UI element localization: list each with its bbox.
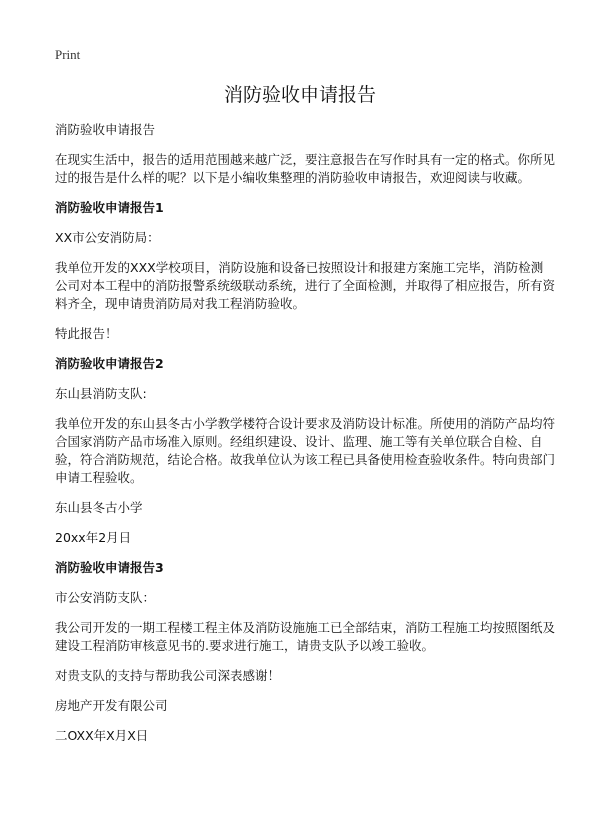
section-1-paragraph: XX市公安消防局： [55,230,160,245]
section-3-paragraph: 我公司开发的一期工程楼工程主体及消防设施施工已全部结束，消防工程施工均按照图纸及建设工程消防审核意见书的.要求进行施工，请贵支队予以竣工验收。 [55,620,556,653]
section-3-paragraph: 房地产开发有限公司 [55,698,168,713]
section-3-paragraph: 对贵支队的支持与帮助我公司深表感谢！ [55,668,281,683]
section-1-paragraph: 特此报告！ [55,326,118,341]
section-1-paragraph: 我单位开发的XXX学校项目，消防设施和设备已按照设计和报建方案施工完毕，消防检测公司对本工程中的消防报警系统级联动系统，进行了全面检测，并取得了相应报告，所有资料齐全，现申请贵消防局对我工程消防验收。 [55,260,556,311]
intro-paragraph: 在现实生活中，报告的适用范围越来越广泛，要注意报告在写作时具有一定的格式。你所见过的报告是什么样的呢？以下是小编收集整理的消防验收申请报告，欢迎阅读与收藏。 [55,152,556,185]
section-2-paragraph: 东山县冬古小学 [55,500,143,515]
section-heading-3: 消防验收申请报告3 [55,560,164,575]
section-3-paragraph: 市公安消防支队： [55,590,156,605]
page-title: 消防验收申请报告 [223,84,376,106]
intro-subtitle: 消防验收申请报告 [55,122,156,137]
section-2-paragraph: 我单位开发的东山县冬古小学教学楼符合设计要求及消防设计标准。所使用的消防产品均符合国家消防产品市场准入原则。经组织建设、设计、监理、施工等有关单位联合自检、自验，符合消防规范，结论合格。故我单位认为该工程已具备使用检查验收条件。特向贵部门申请工程验收。 [55,416,556,485]
section-3-paragraph: 二OXX年X月X日 [55,728,149,743]
document-body [55,121,555,757]
section-2-paragraph: 东山县消防支队: [55,386,147,401]
section-heading-2: 消防验收申请报告2 [55,356,164,371]
print-link[interactable]: Print [55,47,81,62]
section-heading-1: 消防验收申请报告1 [55,200,164,215]
section-2-paragraph: 20xx年2月日 [55,530,132,545]
